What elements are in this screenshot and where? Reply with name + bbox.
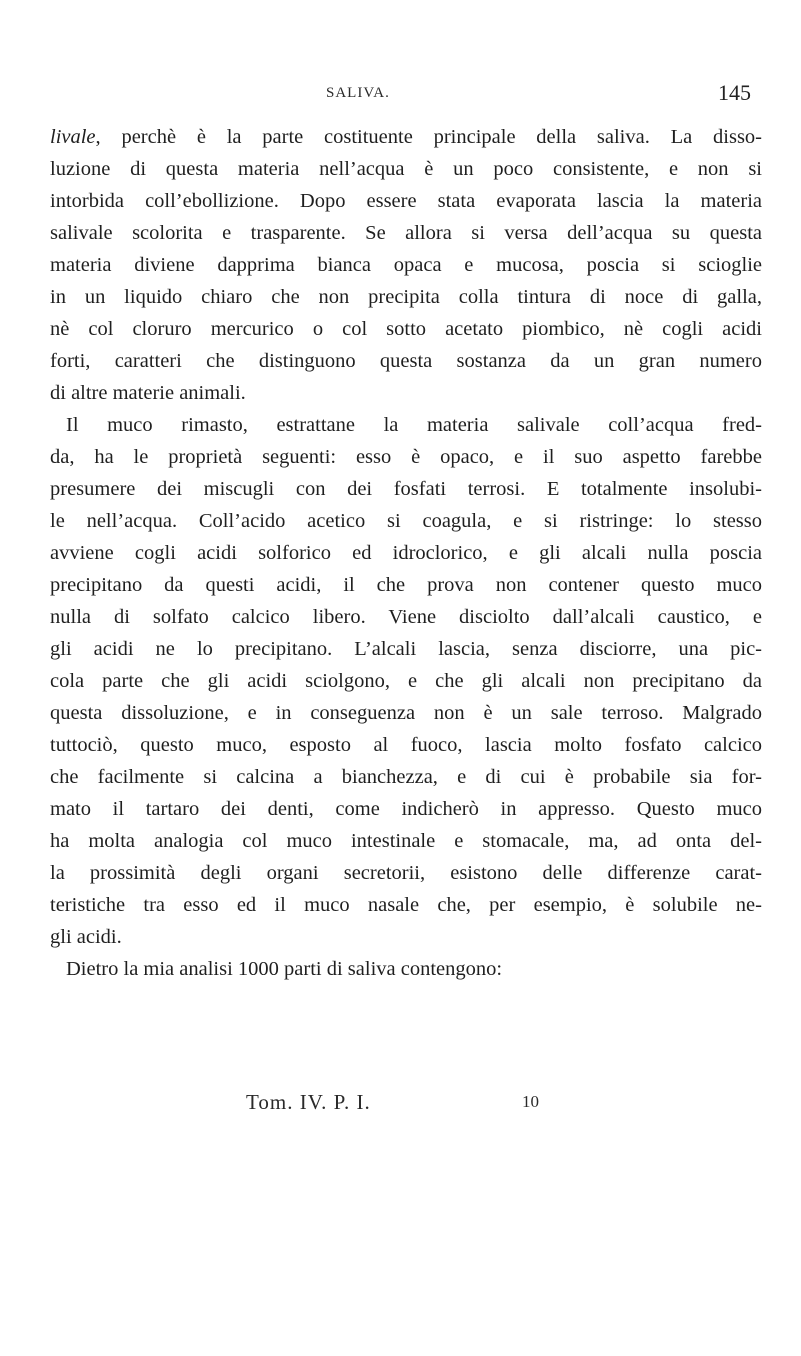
text-line: forti, caratteri che distinguono questa sostanza da un gran numero — [50, 350, 762, 372]
text-line: presumere dei miscugli con dei fosfati terrosi. E totalmente insolubi- — [50, 478, 762, 500]
text-line: nè col cloruro mercurico o col sotto acetato piombico, nè cogli acidi — [50, 318, 762, 340]
text-line: di altre materie animali. — [50, 382, 246, 404]
paragraph-start: Il muco rimasto, estrattane la materia salivale coll’acqua fred- — [66, 414, 762, 436]
paragraph-start: Dietro la mia analisi 1000 parti di saliva contengono: — [66, 958, 503, 980]
text-line: le nell’acqua. Coll’acido acetico si coagula, e si ristringe: lo stesso — [50, 510, 762, 532]
text-line: luzione di questa materia nell’acqua è un poco consistente, e non si — [50, 158, 762, 180]
text-line: in un liquido chiaro che non precipita colla tintura di noce di galla, — [50, 286, 762, 308]
text-line: livale, perchè è la parte costituente principale della saliva. La disso- — [50, 126, 762, 148]
text-line: la prossimità degli organi secretorii, esistono delle differenze carat- — [50, 862, 762, 884]
running-title: SALIVA. — [326, 85, 390, 101]
text-line: cola parte che gli acidi sciolgono, e che gli alcali non precipitano da — [50, 670, 762, 692]
text-line: intorbida coll’ebollizione. Dopo essere stata evaporata lascia la materia — [50, 190, 762, 212]
text-line: nulla di solfato calcico libero. Viene disciolto dall’alcali caustico, e — [50, 606, 762, 628]
text-line: gli acidi. — [50, 926, 122, 948]
text-line: da, ha le proprietà seguenti: esso è opaco, e il suo aspetto farebbe — [50, 446, 762, 468]
page-number: 145 — [718, 80, 751, 105]
text-line: mato il tartaro dei denti, come indicherò in appresso. Questo muco — [50, 798, 762, 820]
sheet-number: 10 — [522, 1092, 539, 1111]
text-line: avviene cogli acidi solforico ed idroclorico, e gli alcali nulla poscia — [50, 542, 762, 564]
running-head — [0, 82, 801, 110]
text-line: precipitano da questi acidi, il che prova non contener questo muco — [50, 574, 762, 596]
signature-mark: Tom. IV. P. I. — [246, 1090, 371, 1114]
text-line: materia diviene dapprima bianca opaca e mucosa, poscia si scioglie — [50, 254, 762, 276]
text-line: tuttociò, questo muco, esposto al fuoco, lascia molto fosfato calcico — [50, 734, 762, 756]
text-line: che facilmente si calcina a bianchezza, e di cui è probabile sia for- — [50, 766, 762, 788]
text-line: teristiche tra esso ed il muco nasale che, per esempio, è solubile ne- — [50, 894, 762, 916]
page-footer — [0, 1090, 801, 1120]
italic-word: livale — [50, 126, 96, 148]
text-line: salivale scolorita e trasparente. Se allora si versa dell’acqua su questa — [50, 222, 762, 244]
text-line: questa dissoluzione, e in conseguenza non è un sale terroso. Malgrado — [50, 702, 762, 724]
text-line: gli acidi ne lo precipitano. L’alcali lascia, senza disciorre, una pic- — [50, 638, 762, 660]
text-line: ha molta analogia col muco intestinale e stomacale, ma, ad onta del- — [50, 830, 762, 852]
